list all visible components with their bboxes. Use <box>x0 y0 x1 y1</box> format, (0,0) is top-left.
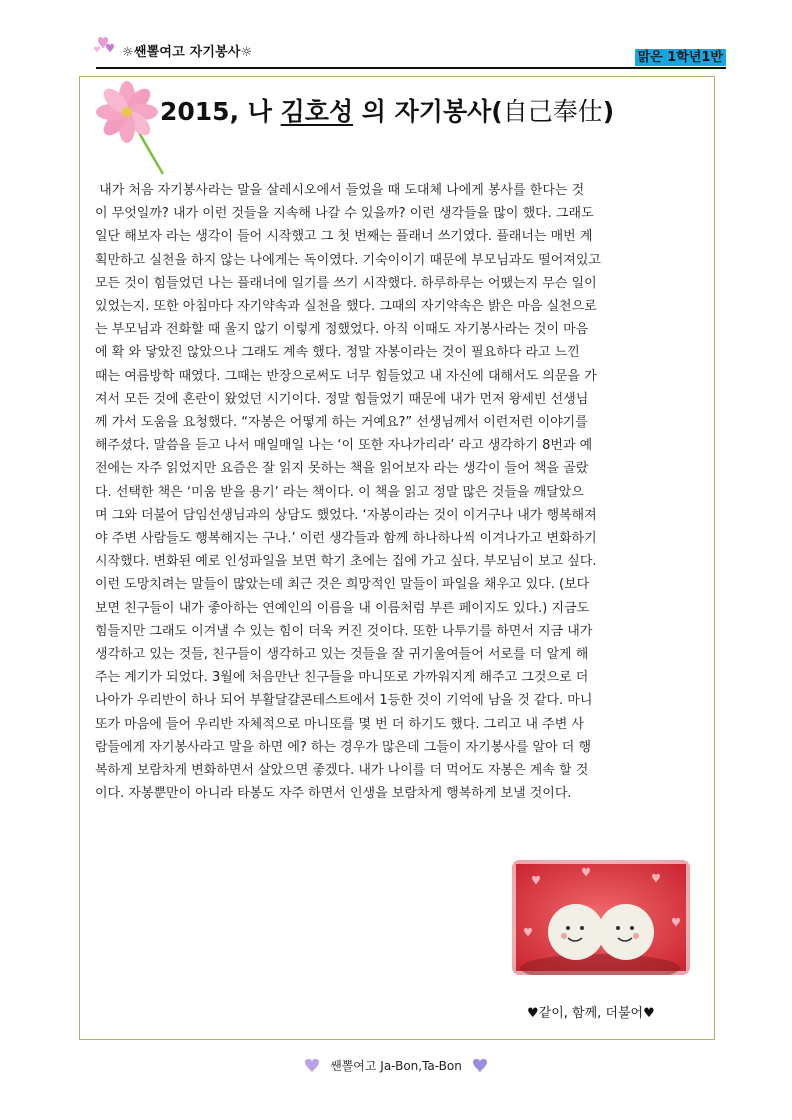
document-title <box>160 92 680 128</box>
student-name: 김호성 <box>280 97 354 126</box>
heart-icon <box>302 1056 324 1074</box>
class-label: 맑은 1학년1반 <box>635 49 726 66</box>
header <box>96 34 253 62</box>
footer-text: 쌘뽈여고 Ja-Bon,Ta-Bon <box>330 1058 462 1073</box>
title-close: ) <box>602 97 615 126</box>
title-word: 자기봉사( <box>394 97 503 126</box>
header-title: ☼쌘뽈여고 자기봉사☼ <box>122 45 253 60</box>
header-divider <box>96 67 726 69</box>
friends-photo <box>512 860 690 975</box>
essay-body: 내가 처음 자기봉사라는 말을 살레시오에서 들었을 때 도대체 나에게 봉사를 한다는 것 이 무엇일까? 내가 이런 것들을 지속해 나갈 수 있을까? 이런 생각들을 많이 했다. 그래도 일단 해보자 라는 생각이 들어 시작했고 그 첫 번째는 플래너 쓰기였다. 플래너는 매번 계 획만하고 실천을 하지 않는 나에게는 독이였다. 기숙이이기 때문에 부모님과도 떨어져있고 모든 것이 힘들었던 나는 플래너에 일기를 쓰기 시작했다. 하루하루는 어땠는지 무슨 일이 있었는지. 또한 아침마다 자기약속과 실천을 했다. 그때의 자기약속은 밝은 마음 실천으로 는 부모님과 전화할 때 울지 않기 이렇게 정했었다. 아직 이때도 자기봉사라는 것이 마음 에 확 와 닿았진 않았으나 그래도 계속 했다. 정말 자봉이라는 것이 필요하다 라고 느낀 때는 여름방학 때였다. 그때는 반장으로써도 너무 힘들었고 내 자신에 대해서도 의문을 가 져서 모든 것에 혼란이 왔었던 시기이다. 정말 힘들었기 때문에 내가 먼저 왕세빈 선생님 께 가서 도움을 요청했다. “자봉은 어떻게 하는 거예요?” 선생님께서 이런저런 이야기를 해주셨다. 말씀을 듣고 나서 매일매일 나는 ‘이 또한 자나가리라’ 라고 생각하기 8번과 예 전에는 자주 읽었지만 요즘은 잘 읽지 못하는 책을 읽어보자 라는 생각이 들어 책을 골랐 다. 선택한 책은 ‘미움 받을 용기’ 라는 책이다. 이 책을 읽고 정말 많은 것들을 깨달았으 며 그와 더불어 담임선생님과의 상담도 했었다. ‘자봉이라는 것이 이거구나 내가 행복해져 야 주변 사람들도 행복해지는 구나.’ 이런 생각들과 함께 하나하나씩 이겨나가고 변화하기 시작했다. 변화된 예로 인성파일을 보면 학기 초에는 집에 가고 싶다. 부모님이 보고 싶다. 이런 도망치려는 말들이 많았는데 최근 것은 희망적인 말들이 파일을 채우고 있다. (보다 보면 친구들이 내가 좋아하는 연예인의 이름을 내 이름처럼 부른 페이지도 있다.) 지금도 힘들지만 그래도 이겨낼 수 있는 힘이 더욱 커진 것이다. 또한 나투기를 하면서 지금 내가 생각하고 있는 것들, 친구들이 생각하고 있는 것들을 잘 귀기울여들어 서로를 더 알게 해 주는 계기가 되었다. 3월에 처음만난 친구들을 마니또로 가까워지게 해주고 그것으로 더 나아가 우리반이 하나 되어 부활달걀콘테스트에서 1등한 것이 기억에 남을 것 같다. 마니 또가 마음에 들어 우리반 자체적으로 마니또를 몇 번 더 하기도 했다. 그리고 내 주변 사 람들에게 자기봉사라고 말을 하면 에? 하는 경우가 많은데 그들이 자기봉사를 알아 더 행 복하게 보람차게 변화하면서 살았으면 좋겠다. 내가 나이를 더 먹어도 자봉은 계속 할 것 이다. 자봉뿐만이 아니라 타봉도 자주 하면서 인생을 보람차게 행복하게 보낼 것이다. <box>95 183 601 802</box>
title-hanja: 自己奉仕 <box>502 97 603 126</box>
signoff: ♥같이, 함께, 더불어♥ <box>527 1006 655 1021</box>
footer <box>0 1056 792 1077</box>
hearts-icon <box>92 32 122 58</box>
title-particle: 의 <box>353 97 395 126</box>
title-prefix: 2015, 나 <box>160 97 281 126</box>
heart-icon <box>468 1056 490 1074</box>
